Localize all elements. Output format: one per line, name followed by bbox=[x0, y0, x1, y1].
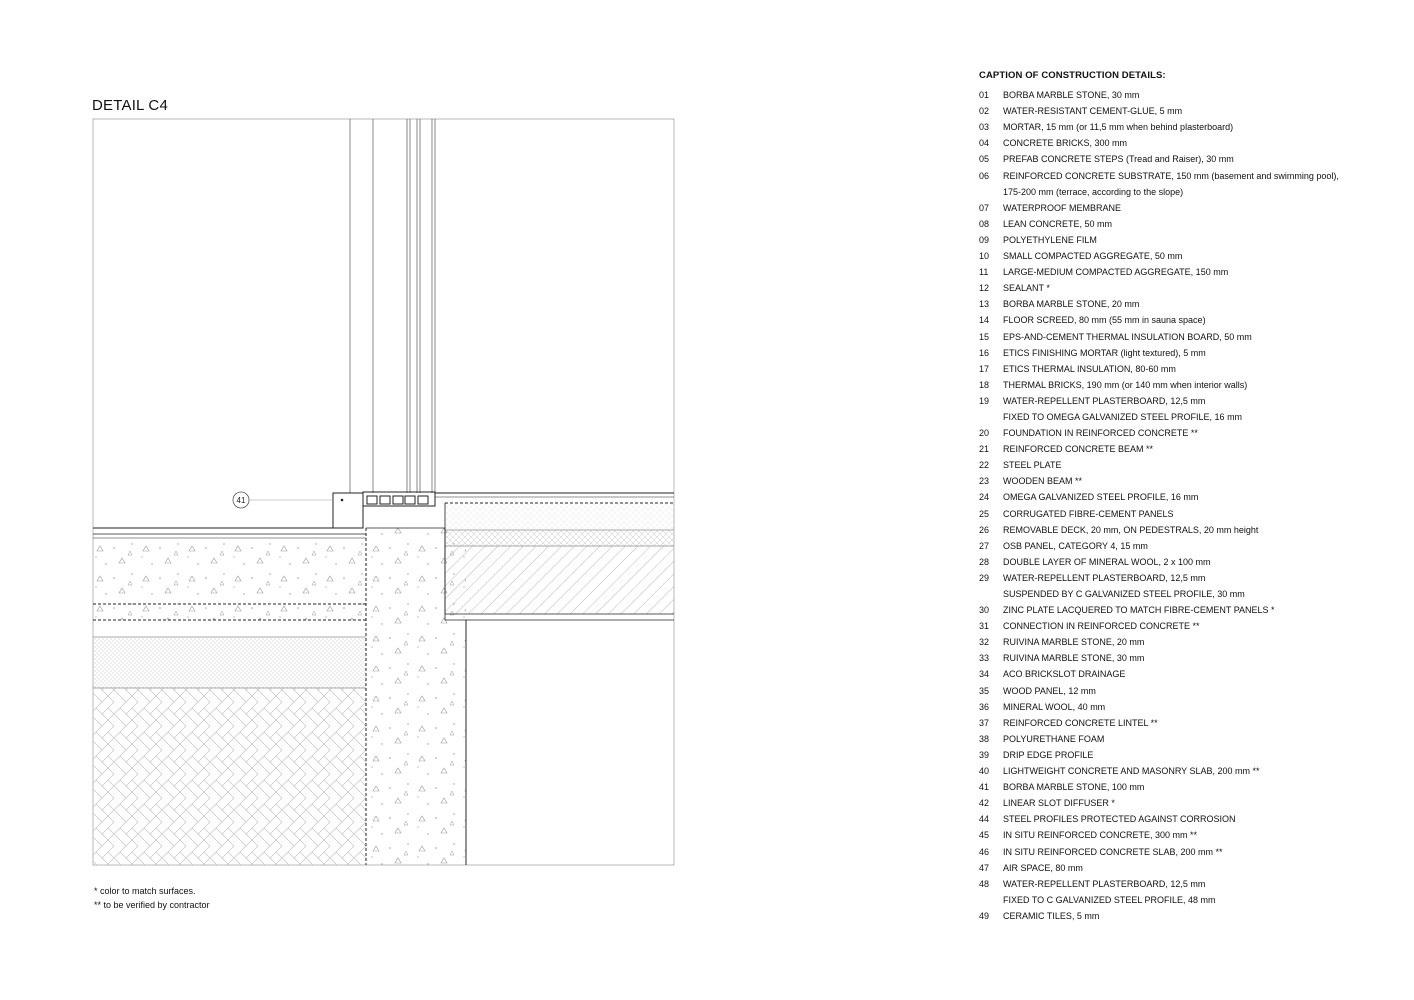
list-item-number: 03 bbox=[979, 122, 990, 133]
window-sill-profile bbox=[333, 492, 435, 528]
callout-41-label: 41 bbox=[236, 496, 246, 505]
list-item bbox=[979, 763, 1399, 779]
list-item-number: 49 bbox=[979, 910, 990, 921]
list-item bbox=[979, 296, 1399, 312]
interior-slab bbox=[445, 546, 674, 614]
list-item bbox=[979, 506, 1399, 522]
list-item-text: THERMAL BRICKS, 190 mm (or 140 mm when interior walls) bbox=[1003, 379, 1248, 390]
list-item-text: CONNECTION IN REINFORCED CONCRETE ** bbox=[1003, 621, 1200, 632]
list-item-text: WOODEN BEAM ** bbox=[1003, 476, 1083, 487]
list-item-number bbox=[979, 586, 1003, 602]
list-item-text: SMALL COMPACTED AGGREGATE, 50 mm bbox=[1003, 251, 1183, 262]
list-item bbox=[979, 216, 1399, 232]
list-item bbox=[979, 570, 1399, 586]
list-item-text: CONCRETE BRICKS, 300 mm bbox=[1003, 138, 1128, 149]
list-item-number: 32 bbox=[979, 637, 990, 648]
list-item-text: LIGHTWEIGHT CONCRETE AND MASONRY SLAB, 200 mm ** bbox=[1003, 766, 1260, 777]
list-item-text: WATER-REPELLENT PLASTERBOARD, 12,5 mm bbox=[1003, 395, 1206, 406]
large-aggregate-left bbox=[93, 688, 366, 865]
list-item-number: 15 bbox=[979, 331, 990, 342]
list-item-text: AIR SPACE, 80 mm bbox=[1003, 862, 1083, 873]
list-item bbox=[979, 554, 1399, 570]
list-item-text: FOUNDATION IN REINFORCED CONCRETE ** bbox=[1003, 428, 1198, 439]
list-item-text: FIXED TO OMEGA GALVANIZED STEEL PROFILE, 16 mm bbox=[1003, 411, 1243, 422]
list-item-text: WATERPROOF MEMBRANE bbox=[1003, 202, 1122, 213]
list-item bbox=[979, 538, 1399, 554]
list-item-number: 01 bbox=[979, 90, 990, 101]
list-item-number: 26 bbox=[979, 524, 990, 535]
list-item bbox=[979, 747, 1399, 763]
list-item-number: 24 bbox=[979, 492, 990, 503]
list-item-text: REINFORCED CONCRETE SUBSTRATE, 150 mm (basement and swimming pool), bbox=[1003, 170, 1339, 181]
list-item bbox=[979, 361, 1399, 377]
list-item bbox=[979, 827, 1399, 843]
list-item-text: MINERAL WOOL, 40 mm bbox=[1003, 701, 1106, 712]
list-item bbox=[979, 312, 1399, 328]
list-item bbox=[979, 248, 1399, 264]
list-item bbox=[979, 377, 1399, 393]
list-item-number: 37 bbox=[979, 717, 990, 728]
list-item bbox=[979, 103, 1399, 119]
list-item bbox=[979, 232, 1399, 248]
list-item-number: 18 bbox=[979, 379, 990, 390]
list-item-number: 40 bbox=[979, 766, 990, 777]
list-item-text: FIXED TO C GALVANIZED STEEL PROFILE, 48 mm bbox=[1003, 894, 1216, 905]
list-item bbox=[979, 119, 1399, 135]
list-item-text: FLOOR SCREED, 80 mm (55 mm in sauna space) bbox=[1003, 315, 1206, 326]
list-item-text: DRIP EDGE PROFILE bbox=[1003, 749, 1094, 760]
list-item-number: 27 bbox=[979, 540, 990, 551]
footnotes bbox=[94, 884, 210, 912]
list-item bbox=[979, 860, 1399, 876]
list-item-text: ETICS THERMAL INSULATION, 80-60 mm bbox=[1003, 363, 1176, 374]
list-item bbox=[979, 715, 1399, 731]
list-item-number: 05 bbox=[979, 154, 990, 165]
list-item bbox=[979, 280, 1399, 296]
list-item-text: IN SITU REINFORCED CONCRETE SLAB, 200 mm ** bbox=[1003, 846, 1223, 857]
list-item-number: 46 bbox=[979, 846, 990, 857]
concrete-substrate-left bbox=[93, 538, 366, 604]
list-item-number bbox=[979, 409, 1003, 425]
list-item bbox=[979, 329, 1399, 345]
list-item bbox=[979, 683, 1399, 699]
list-item-text: STEEL PLATE bbox=[1003, 460, 1062, 471]
list-item-number: 14 bbox=[979, 315, 990, 326]
list-item-number: 42 bbox=[979, 798, 990, 809]
list-item-text: ZINC PLATE LACQUERED TO MATCH FIBRE-CEMENT PANELS * bbox=[1003, 605, 1275, 616]
list-item-number: 33 bbox=[979, 653, 990, 664]
list-item-text: BORBA MARBLE STONE, 100 mm bbox=[1003, 782, 1145, 793]
list-item-number: 22 bbox=[979, 460, 990, 471]
list-item bbox=[979, 184, 1399, 200]
caption-panel bbox=[979, 68, 1399, 924]
callout-41 bbox=[233, 492, 333, 508]
floor-screed bbox=[445, 503, 674, 530]
list-item bbox=[979, 264, 1399, 280]
list-item-number: 41 bbox=[979, 782, 990, 793]
list-item-text: MORTAR, 15 mm (or 11,5 mm when behind plasterboard) bbox=[1003, 122, 1234, 133]
list-item bbox=[979, 892, 1399, 908]
list-item-text: LINEAR SLOT DIFFUSER * bbox=[1003, 798, 1115, 809]
list-item-number: 07 bbox=[979, 202, 990, 213]
list-item-text: BORBA MARBLE STONE, 20 mm bbox=[1003, 299, 1140, 310]
list-item-text: SEALANT * bbox=[1003, 283, 1050, 294]
list-item-text: SUSPENDED BY C GALVANIZED STEEL PROFILE, 30 mm bbox=[1003, 589, 1245, 599]
list-item-text: DOUBLE LAYER OF MINERAL WOOL, 2 x 100 mm bbox=[1003, 556, 1211, 567]
footnote-verify: ** to be verified by contractor bbox=[94, 900, 210, 910]
list-item bbox=[979, 522, 1399, 538]
list-item-number: 19 bbox=[979, 395, 990, 406]
list-item bbox=[979, 666, 1399, 682]
list-item-text: RUIVINA MARBLE STONE, 30 mm bbox=[1003, 653, 1145, 664]
list-item-number: 23 bbox=[979, 476, 990, 487]
list-item bbox=[979, 200, 1399, 216]
detail-title: DETAIL C4 bbox=[92, 97, 168, 114]
list-item-number: 12 bbox=[979, 283, 990, 294]
list-item-number: 31 bbox=[979, 621, 990, 632]
list-item-text: REINFORCED CONCRETE LINTEL ** bbox=[1003, 717, 1158, 728]
list-item bbox=[979, 151, 1399, 167]
list-item-text: WATER-REPELLENT PLASTERBOARD, 12,5 mm bbox=[1003, 878, 1206, 889]
list-item bbox=[979, 168, 1399, 184]
list-item bbox=[979, 811, 1399, 827]
list-item-text: CORRUGATED FIBRE-CEMENT PANELS bbox=[1003, 508, 1174, 519]
list-item-number: 35 bbox=[979, 685, 990, 696]
list-item-text: POLYETHYLENE FILM bbox=[1003, 234, 1097, 245]
caption-title: CAPTION OF CONSTRUCTION DETAILS: bbox=[979, 70, 1166, 81]
list-item-number bbox=[979, 892, 1003, 908]
list-item-number: 25 bbox=[979, 508, 990, 519]
list-item-text: BORBA MARBLE STONE, 30 mm bbox=[1003, 90, 1140, 101]
interior-floor bbox=[435, 493, 674, 503]
list-item bbox=[979, 87, 1399, 103]
list-item-number: 17 bbox=[979, 363, 990, 374]
list-item-text: OSB PANEL, CATEGORY 4, 15 mm bbox=[1003, 540, 1148, 551]
list-item bbox=[979, 489, 1399, 505]
small-aggregate-left bbox=[93, 637, 366, 688]
list-item bbox=[979, 473, 1399, 489]
list-item-number: 45 bbox=[979, 830, 990, 841]
list-item-text: 175-200 mm (terrace, according to the slope) bbox=[1003, 186, 1184, 197]
caption-list bbox=[979, 87, 1399, 924]
list-item-number: 11 bbox=[979, 267, 989, 278]
list-item-number: 29 bbox=[979, 572, 990, 583]
list-item-text: WATER-REPELLENT PLASTERBOARD, 12,5 mm bbox=[1003, 572, 1206, 583]
list-item-text: PREFAB CONCRETE STEPS (Tread and Raiser), 30 mm bbox=[1003, 154, 1234, 165]
list-item bbox=[979, 731, 1399, 747]
insulation-board bbox=[445, 530, 674, 546]
list-item-number: 48 bbox=[979, 878, 990, 889]
list-item-number: 09 bbox=[979, 234, 990, 245]
list-item-number: 20 bbox=[979, 428, 990, 439]
list-item-text: LEAN CONCRETE, 50 mm bbox=[1003, 218, 1113, 229]
list-item-text: ETICS FINISHING MORTAR (light textured), 5 mm bbox=[1003, 347, 1206, 358]
list-item-number: 13 bbox=[979, 299, 990, 310]
list-item-number: 21 bbox=[979, 444, 990, 455]
list-item bbox=[979, 441, 1399, 457]
list-item bbox=[979, 795, 1399, 811]
list-item-number: 34 bbox=[979, 669, 990, 680]
list-item-text: STEEL PROFILES PROTECTED AGAINST CORROSION bbox=[1003, 814, 1236, 825]
list-item bbox=[979, 779, 1399, 795]
list-item bbox=[979, 393, 1399, 409]
list-item-text: ACO BRICKSLOT DRAINAGE bbox=[1003, 669, 1126, 680]
footnote-color: * color to match surfaces. bbox=[94, 886, 196, 896]
list-item-number: 06 bbox=[979, 170, 990, 181]
exterior-floor-finish bbox=[93, 528, 366, 538]
list-item-number: 38 bbox=[979, 733, 990, 744]
list-item bbox=[979, 586, 1399, 602]
list-item-text: WOOD PANEL, 12 mm bbox=[1003, 685, 1096, 696]
list-item-number: 47 bbox=[979, 862, 990, 873]
list-item-number: 44 bbox=[979, 814, 990, 825]
list-item bbox=[979, 876, 1399, 892]
list-item-number: 02 bbox=[979, 106, 990, 117]
list-item-text: CERAMIC TILES, 5 mm bbox=[1003, 910, 1100, 921]
list-item-number: 30 bbox=[979, 605, 990, 616]
list-item-text: WATER-RESISTANT CEMENT-GLUE, 5 mm bbox=[1003, 106, 1183, 117]
list-item-text: REINFORCED CONCRETE BEAM ** bbox=[1003, 444, 1154, 455]
list-item bbox=[979, 602, 1399, 618]
list-item-text: OMEGA GALVANIZED STEEL PROFILE, 16 mm bbox=[1003, 492, 1199, 503]
list-item bbox=[979, 908, 1399, 924]
list-item-text: EPS-AND-CEMENT THERMAL INSULATION BOARD, 50 mm bbox=[1003, 331, 1252, 342]
list-item-number: 04 bbox=[979, 138, 990, 149]
list-item bbox=[979, 650, 1399, 666]
list-item-text: REMOVABLE DECK, 20 mm, ON PEDESTRALS, 20 mm height bbox=[1003, 524, 1259, 535]
list-item-text: IN SITU REINFORCED CONCRETE, 300 mm ** bbox=[1003, 830, 1198, 841]
list-item-text: RUIVINA MARBLE STONE, 20 mm bbox=[1003, 637, 1145, 648]
lean-concrete-left bbox=[93, 604, 366, 620]
list-item-number: 08 bbox=[979, 218, 990, 229]
list-item bbox=[979, 409, 1399, 425]
window-frame-lines bbox=[350, 119, 435, 493]
list-item-text: LARGE-MEDIUM COMPACTED AGGREGATE, 150 mm bbox=[1003, 267, 1229, 278]
list-item-number: 39 bbox=[979, 749, 990, 760]
list-item-number: 36 bbox=[979, 701, 990, 712]
list-item bbox=[979, 425, 1399, 441]
list-item-number bbox=[979, 184, 1003, 200]
list-item-text: POLYURETHANE FOAM bbox=[1003, 733, 1105, 744]
list-item-number: 10 bbox=[979, 251, 990, 262]
list-item bbox=[979, 634, 1399, 650]
list-item bbox=[979, 135, 1399, 151]
list-item bbox=[979, 618, 1399, 634]
list-item bbox=[979, 457, 1399, 473]
list-item bbox=[979, 345, 1399, 361]
list-item-number: 16 bbox=[979, 347, 990, 358]
list-item-number: 28 bbox=[979, 556, 990, 567]
list-item bbox=[979, 844, 1399, 860]
list-item bbox=[979, 699, 1399, 715]
